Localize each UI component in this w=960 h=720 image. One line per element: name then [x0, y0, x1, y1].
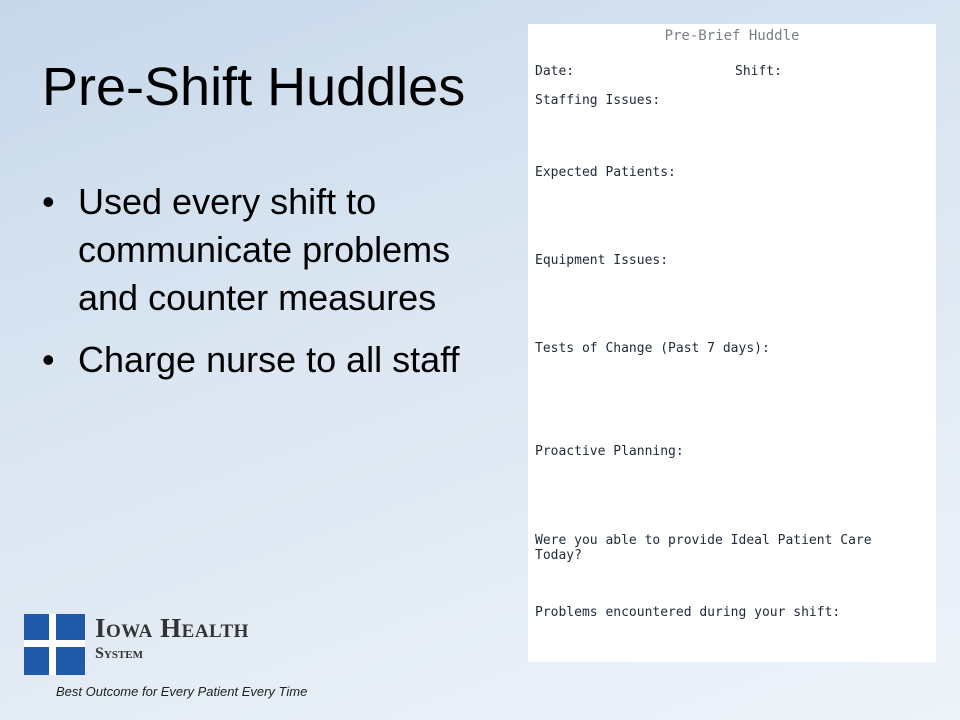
bullet-text: Charge nurse to all staff	[78, 339, 460, 380]
logo-tagline: Best Outcome for Every Patient Every Time	[56, 684, 308, 699]
form-date-label: Date:	[535, 64, 575, 79]
logo-name: Iowa Health	[95, 613, 249, 643]
cross-logo-icon	[24, 614, 85, 675]
form-field-ideal-care: Were you able to provide Ideal Patient Care Today?	[535, 533, 872, 563]
bullet-text: Used every shift to communicate problems and counter measures	[78, 181, 451, 318]
bullet-item	[40, 336, 510, 384]
form-field-problems: Problems encountered during your shift:	[535, 605, 841, 620]
bullet-icon: •	[42, 181, 55, 222]
form-field-proactive-planning: Proactive Planning:	[535, 444, 684, 459]
logo-subtitle: System	[95, 645, 144, 662]
form-field-staffing: Staffing Issues:	[535, 93, 661, 108]
slide-title: Pre-Shift Huddles	[42, 57, 466, 117]
bullet-list	[40, 178, 510, 398]
bullet-icon: •	[42, 339, 55, 380]
huddle-form-image	[528, 24, 936, 662]
form-field-equipment: Equipment Issues:	[535, 253, 669, 268]
bullet-item	[40, 178, 510, 322]
form-field-expected-patients: Expected Patients:	[535, 165, 676, 180]
form-field-tests-of-change: Tests of Change (Past 7 days):	[535, 341, 770, 356]
form-shift-label: Shift:	[735, 64, 782, 79]
form-title: Pre-Brief Huddle	[664, 28, 800, 44]
